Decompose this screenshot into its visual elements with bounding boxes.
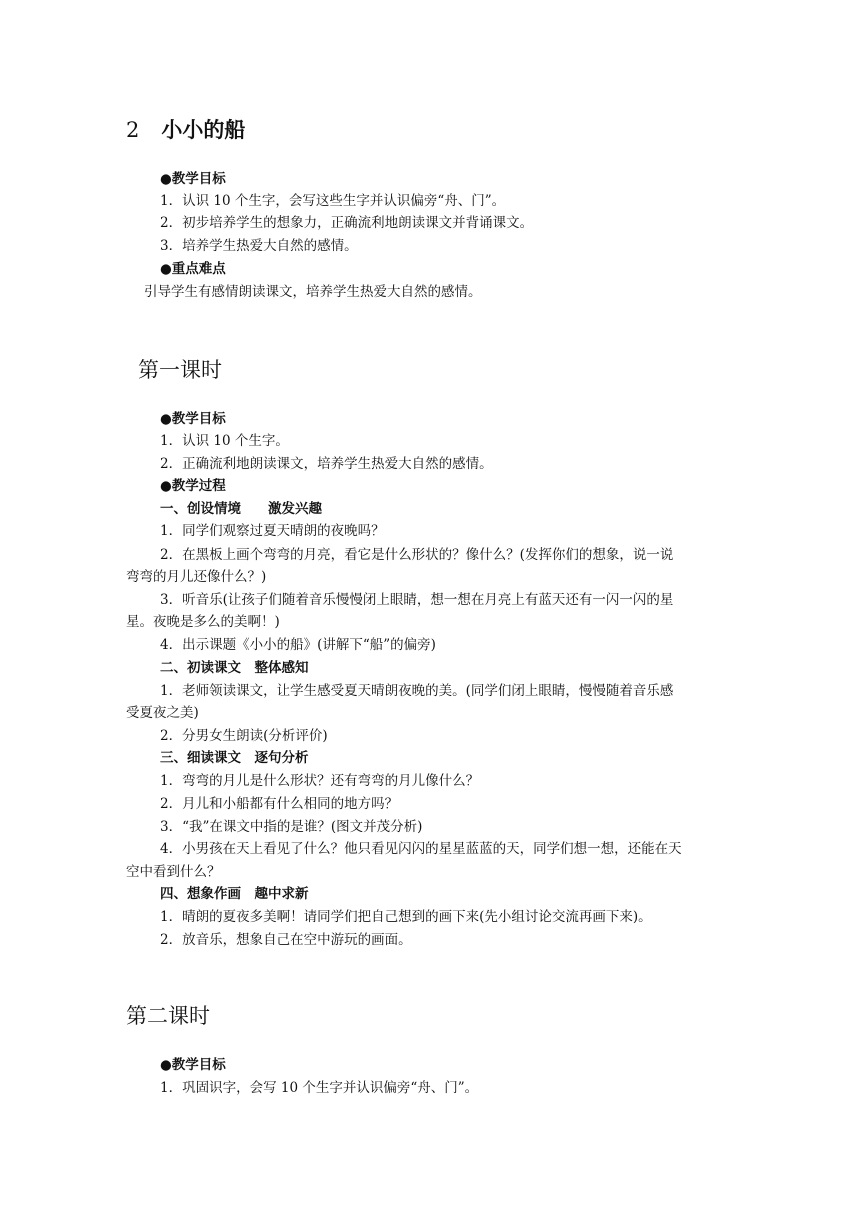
step-text: 3．“我”在课文中指的是谁？(图文并茂分析) <box>160 819 423 835</box>
step-text: 4．出示课题《小小的船》(讲解下“船”的偏旁) <box>160 637 436 653</box>
step-text: 3．听音乐(让孩子们随着音乐慢慢闭上眼睛，想一想在月亮上有蓝天还有一闪一闪的星 <box>160 592 674 608</box>
section-heading-goals: ●教学目标 <box>160 171 226 187</box>
lesson-title-text: 小小的船 <box>161 118 246 142</box>
key-text: 引导学生有感情朗读课文，培养学生热爱大自然的感情。 <box>144 284 482 300</box>
step-text: 1．晴朗的夏夜多美啊！请同学们把自己想到的画下来(先小组讨论交流再画下来)。 <box>160 909 652 925</box>
step-text: 2．在黑板上画个弯弯的月亮，看它是什么形状的？像什么？(发挥你们的想象，说一说 <box>160 547 674 563</box>
step-text: 弯弯的月儿还像什么？) <box>126 569 267 585</box>
step-text: 星。夜晚是多么的美啊！) <box>126 614 280 630</box>
goal-item: 1．巩固识字，会写 10 个生字并认识偏旁“舟、门”。 <box>160 1080 479 1096</box>
step-heading: 二、初读课文 整体感知 <box>160 660 309 676</box>
period2-title: 第二课时 <box>126 1004 210 1028</box>
step-text: 1．同学们观察过夏天晴朗的夜晚吗？ <box>160 523 385 539</box>
goal-item: 3．培养学生热爱大自然的感情。 <box>160 238 358 254</box>
step-text: 2．分男女生朗读(分析评价) <box>160 728 328 744</box>
goal-item: 1．认识 10 个生字，会写这些生字并认识偏旁“舟、门”。 <box>160 193 506 209</box>
step-text: 2．月儿和小船都有什么相同的地方吗？ <box>160 796 399 812</box>
period1-title: 第一课时 <box>138 358 222 382</box>
goal-item: 2．初步培养学生的想象力，正确流利地朗读课文并背诵课文。 <box>160 215 534 231</box>
step-text: 空中看到什么？ <box>126 864 221 880</box>
step-text: 1．老师领读课文，让学生感受夏天晴朗夜晚的美。(同学们闭上眼睛，慢慢随着音乐感 <box>160 683 674 699</box>
step-heading: 四、想象作画 趣中求新 <box>160 886 309 902</box>
lesson-number: 2 <box>126 118 140 142</box>
section-heading-goals: ●教学目标 <box>160 411 226 427</box>
step-text: 4．小男孩在天上看见了什么？他只看见闪闪的星星蓝蓝的天，同学们想一想，还能在天 <box>160 841 682 857</box>
section-heading-process: ●教学过程 <box>160 478 226 494</box>
step-text: 1．弯弯的月儿是什么形状？还有弯弯的月儿像什么？ <box>160 773 480 789</box>
lesson-title <box>126 114 245 144</box>
step-text: 受夏夜之美) <box>126 705 199 721</box>
goal-item: 1．认识 10 个生字。 <box>160 433 289 449</box>
goal-item: 2．正确流利地朗读课文，培养学生热爱大自然的感情。 <box>160 456 493 472</box>
section-heading-key: ●重点难点 <box>160 261 226 277</box>
step-text: 2．放音乐，想象自己在空中游玩的画面。 <box>160 932 412 948</box>
step-heading: 一、创设情境 激发兴趣 <box>160 501 322 517</box>
section-heading-goals: ●教学目标 <box>160 1057 226 1073</box>
step-heading: 三、细读课文 逐句分析 <box>160 750 309 766</box>
